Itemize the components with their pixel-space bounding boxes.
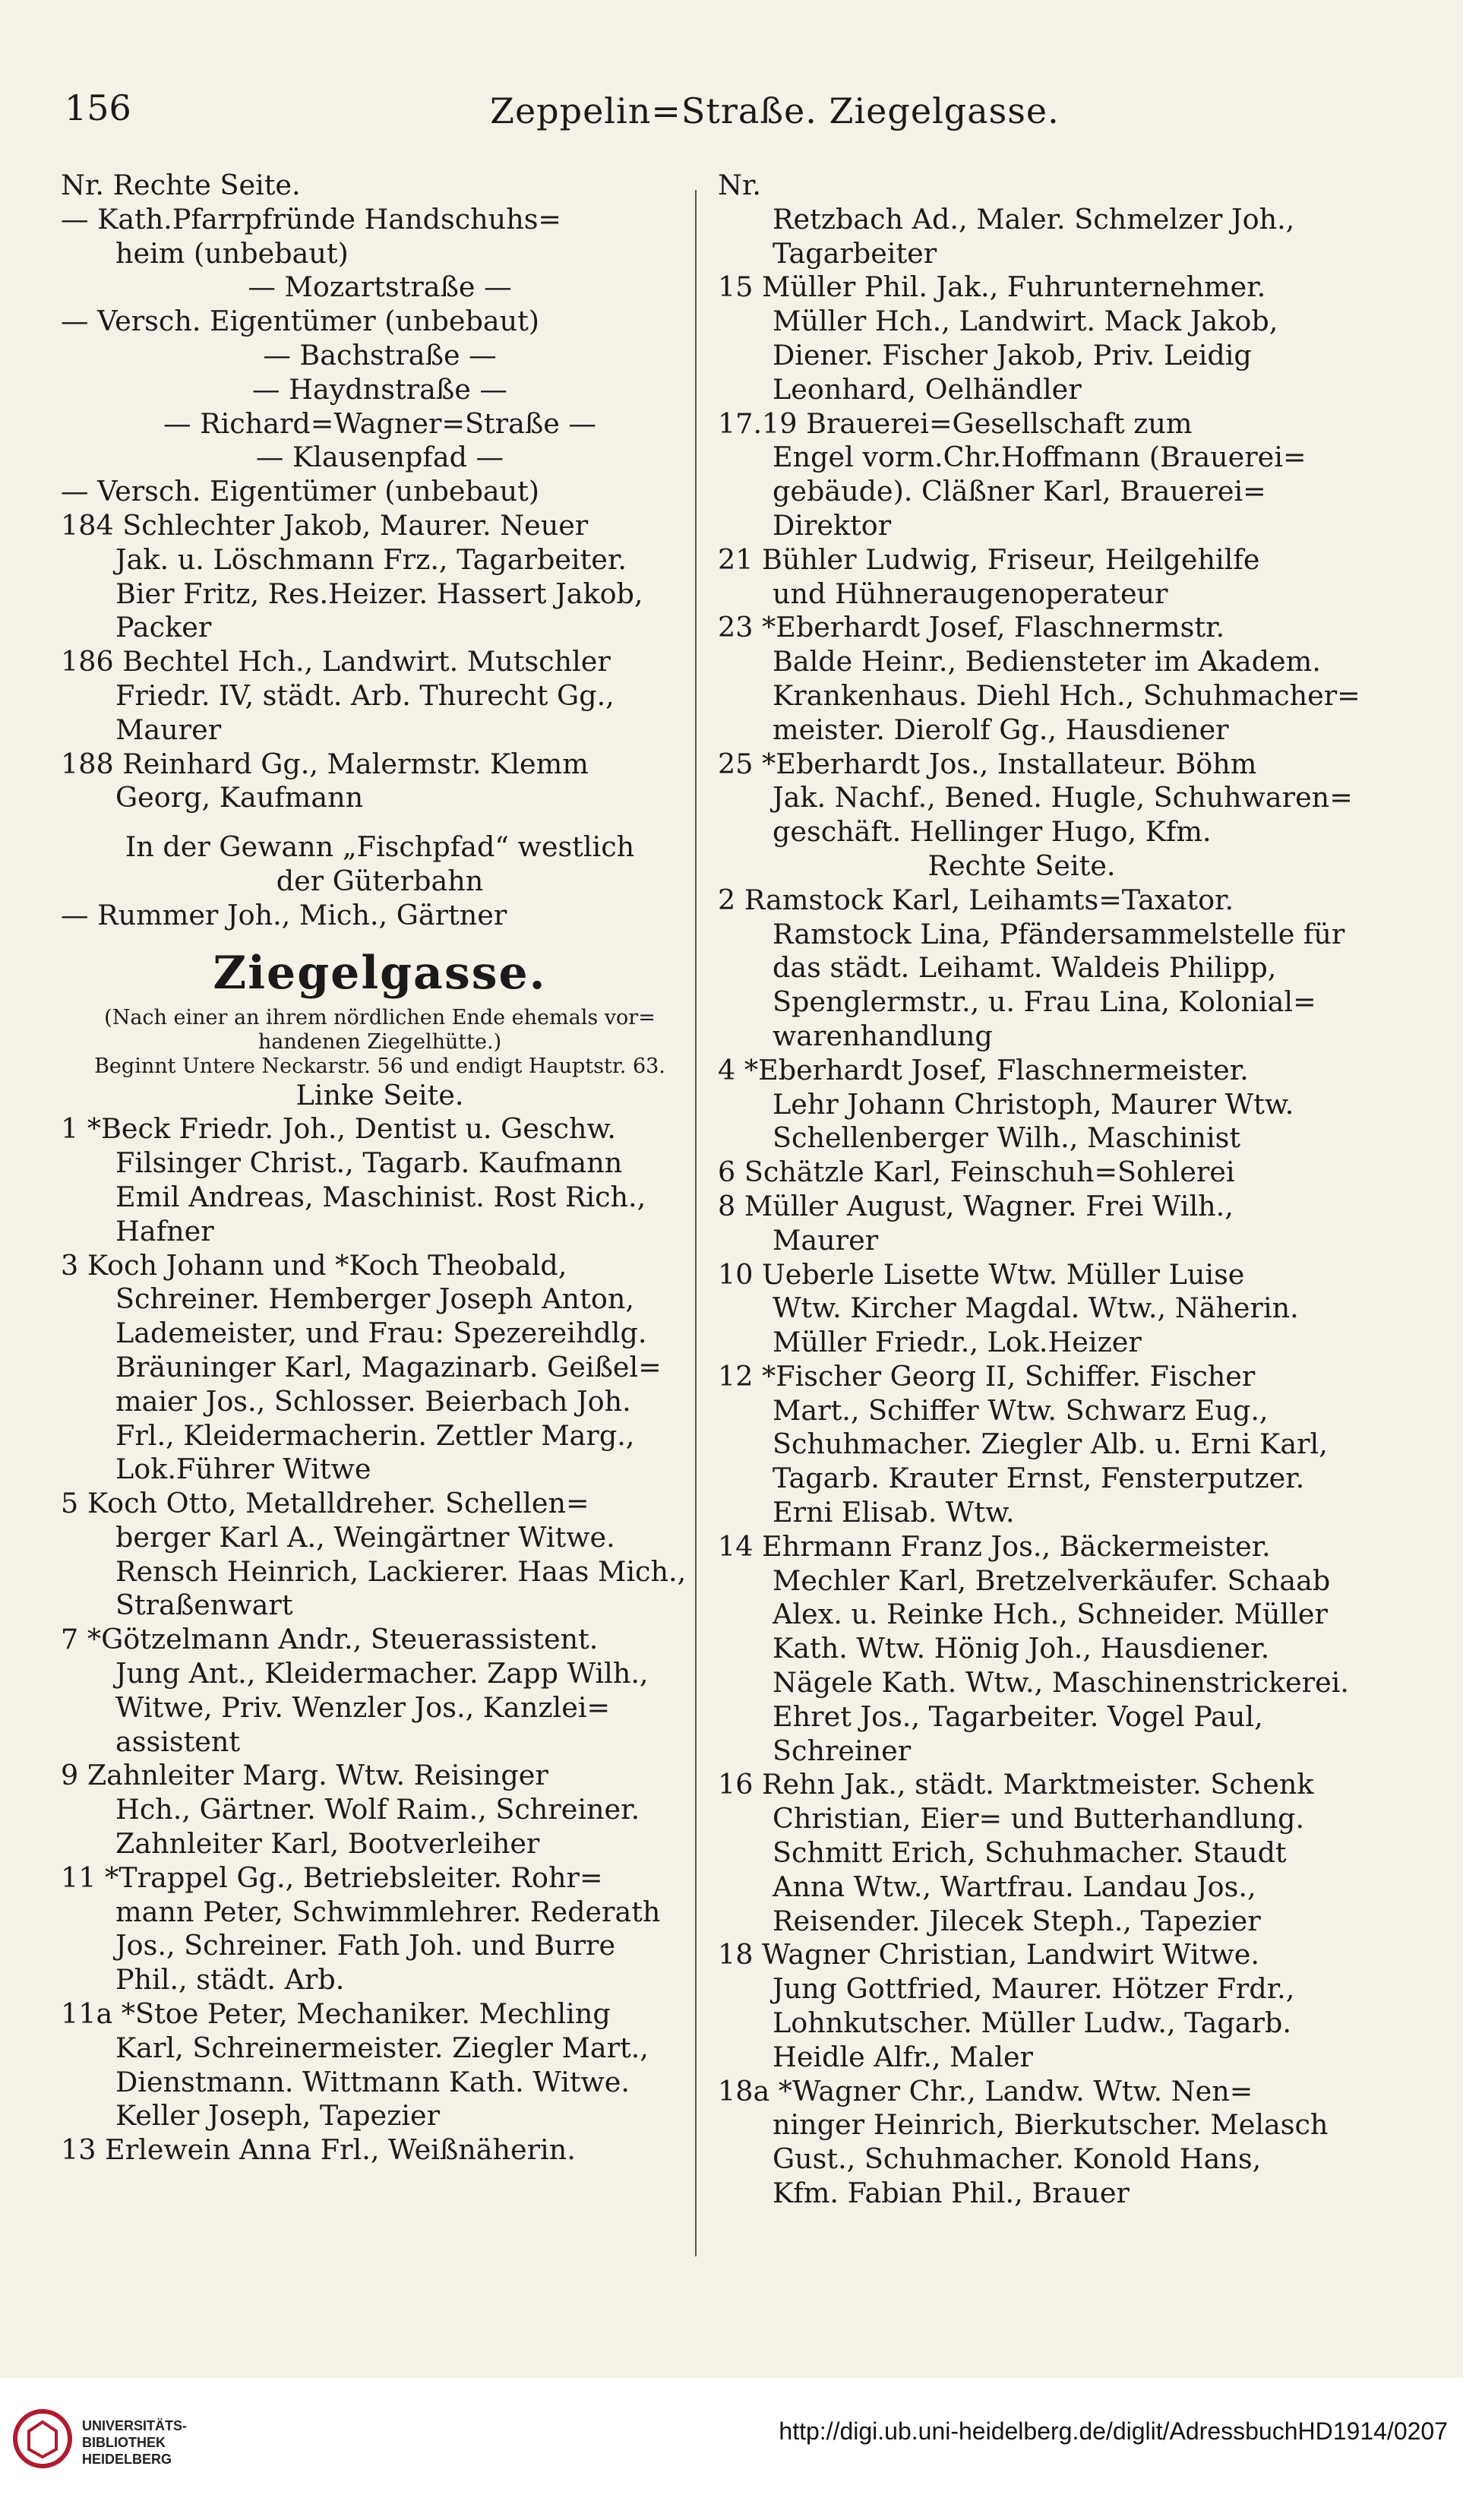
library-logo-text (82, 2417, 187, 2468)
left-column-line: — Richard=Wagner=Straße — (163, 406, 596, 440)
right-column (718, 169, 1360, 2211)
left-column-line: Keller Joseph, Tapezier (115, 2099, 441, 2133)
left-column-line: heim (unbebaut) (115, 236, 349, 270)
right-column-line: 14 Ehrmann Franz Jos., Bäckermeister. (718, 1529, 1271, 1563)
left-column-line: Witwe, Priv. Wenzler Jos., Kanzlei= (115, 1690, 611, 1724)
logo-line-1: UNIVERSITÄTS- (82, 2418, 188, 2433)
left-column-line: — Klausenpfad — (255, 441, 504, 474)
left-column-line: Frl., Kleidermacherin. Zettler Marg., (115, 1418, 635, 1452)
left-column-line: 186 Bechtel Hch., Landwirt. Mutschler (61, 645, 611, 678)
page-header (65, 87, 1417, 148)
left-column-line: 9 Zahnleiter Marg. Wtw. Reisinger (61, 1759, 548, 1792)
right-column-line: 10 Ueberle Lisette Wtw. Müller Luise (718, 1257, 1245, 1291)
left-column-line: Packer (115, 611, 212, 644)
right-column-line: Direktor (773, 508, 892, 542)
right-column-line: Tagarb. Krauter Ernst, Fensterputzer. (773, 1462, 1305, 1495)
right-column-line: das städt. Leihamt. Waldeis Philipp, (773, 951, 1277, 985)
left-column-line: — Kath.Pfarrpfründe Handschuhs= (61, 202, 562, 236)
right-column-line: Balde Heinr., Bediensteter im Akadem. (773, 645, 1321, 678)
left-column-line: Phil., städt. Arb. (115, 1963, 345, 1997)
right-column-line: 18a *Wagner Chr., Landw. Wtw. Nen= (718, 2074, 1253, 2107)
right-column-line: geschäft. Hellinger Hugo, Kfm. (773, 815, 1212, 849)
page-number: 156 (65, 87, 131, 128)
right-column-line: Alex. u. Reinke Hch., Schneider. Müller (773, 1598, 1328, 1631)
right-column-line: gebäude). Cläßner Karl, Brauerei= (773, 475, 1266, 508)
right-column-line: Diener. Fischer Jakob, Priv. Leidig (773, 338, 1252, 372)
left-column-line: Linke Seite. (295, 1078, 464, 1111)
left-column-line: maier Jos., Schlosser. Beierbach Joh. (115, 1384, 631, 1418)
right-column-line: Leonhard, Oelhändler (773, 372, 1082, 406)
right-column-line: Müller Friedr., Lok.Heizer (773, 1326, 1142, 1359)
right-column-line: warenhandlung (773, 1019, 993, 1052)
left-column-line: Lok.Führer Witwe (115, 1453, 371, 1486)
right-column-line: 16 Rehn Jak., städt. Marktmeister. Schenk (718, 1768, 1314, 1801)
left-column-line: 7 *Götzelmann Andr., Steuerassistent. (61, 1623, 599, 1656)
left-column-line: Lademeister, und Frau: Spezereihdlg. (115, 1317, 647, 1350)
right-column-line: Gust., Schuhmacher. Konold Hans, (773, 2142, 1262, 2176)
right-column-line: 21 Bühler Ludwig, Friseur, Heilgehilfe (718, 542, 1260, 576)
right-column-line: 18 Wagner Christian, Landwirt Witwe. (718, 1938, 1259, 1971)
left-column (61, 169, 699, 2167)
left-column-line: Bier Fritz, Res.Heizer. Hassert Jakob, (115, 577, 643, 610)
footer (0, 2378, 1463, 2520)
right-column-line: und Hühneraugenoperateur (773, 577, 1168, 610)
left-column-line: Hafner (115, 1214, 214, 1247)
right-column-line: meister. Dierolf Gg., Hausdiener (773, 713, 1229, 746)
left-column-line: Nr. Rechte Seite. (61, 169, 301, 201)
right-column-line: Mart., Schiffer Wtw. Schwarz Eug., (773, 1393, 1269, 1427)
right-column-line: 8 Müller August, Wagner. Frei Wilh., (718, 1189, 1234, 1222)
right-column-line: Reisender. Jilecek Steph., Tapezier (773, 1904, 1261, 1937)
right-column-line: Kath. Wtw. Hönig Joh., Hausdiener. (773, 1632, 1270, 1665)
left-column-line: Jak. u. Löschmann Frz., Tagarbeiter. (115, 542, 627, 576)
right-column-line: Kfm. Fabian Phil., Brauer (773, 2177, 1130, 2210)
left-column-line: In der Gewann „Fischpfad“ westlich (125, 830, 635, 864)
left-column-line: — Rummer Joh., Mich., Gärtner (61, 898, 507, 931)
left-column-line: Jos., Schreiner. Fath Joh. und Burre (115, 1929, 616, 1962)
left-column-line: der Güterbahn (276, 864, 484, 897)
left-column-line: 188 Reinhard Gg., Malermstr. Klemm (61, 747, 589, 780)
right-column-line: Schuhmacher. Ziegler Alb. u. Erni Karl, (773, 1428, 1328, 1461)
right-column-line: Ehret Jos., Tagarbeiter. Vogel Paul, (773, 1699, 1263, 1733)
logo-line-3: HEIDELBERG (82, 2452, 172, 2467)
right-column-line: Schellenberger Wilh., Maschinist (773, 1121, 1241, 1155)
right-column-line: Retzbach Ad., Maler. Schmelzer Joh., (773, 202, 1295, 236)
logo-line-2: BIBLIOTHEK (82, 2435, 166, 2450)
right-column-line: Schreiner (773, 1734, 912, 1767)
right-column-line: Spenglermstr., u. Frau Lina, Kolonial= (773, 985, 1316, 1019)
left-column-line: — Mozartstraße — (248, 270, 512, 304)
left-column-line: Zahnleiter Karl, Bootverleiher (115, 1827, 540, 1861)
left-column-line: Emil Andreas, Maschinist. Rost Rich., (115, 1180, 646, 1213)
left-column-line: (Nach einer an ihrem nördlichen Ende ehemals vor= (104, 1005, 656, 1029)
left-column-line: Filsinger Christ., Tagarb. Kaufmann (115, 1146, 623, 1180)
right-column-line: Krankenhaus. Diehl Hch., Schuhmacher= (773, 678, 1360, 712)
left-column-line: Ziegelgasse. (213, 946, 547, 1000)
right-column-line: Lehr Johann Christoph, Maurer Wtw. (773, 1087, 1294, 1121)
right-column-line: 17.19 Brauerei=Gesellschaft zum (718, 406, 1193, 440)
right-column-line: 4 *Eberhardt Josef, Flaschnermeister. (718, 1053, 1249, 1086)
left-column-line: 3 Koch Johann und *Koch Theobald, (61, 1248, 567, 1282)
right-column-line: Christian, Eier= und Butterhandlung. (773, 1802, 1305, 1835)
left-column-line: 11a *Stoe Peter, Mechaniker. Mechling (61, 1997, 611, 2031)
left-column-line: — Versch. Eigentümer (unbebaut) (61, 305, 540, 338)
left-column-line: 5 Koch Otto, Metalldreher. Schellen= (61, 1487, 589, 1520)
left-column-line: 1 *Beck Friedr. Joh., Dentist u. Geschw. (61, 1112, 617, 1146)
right-column-line: Lohnkutscher. Müller Ludw., Tagarb. (773, 2006, 1291, 2040)
right-column-line: Anna Wtw., Wartfrau. Landau Jos., (773, 1870, 1256, 1903)
right-column-line: Mechler Karl, Bretzelverkäufer. Schaab (773, 1564, 1331, 1597)
university-seal-icon (12, 2408, 73, 2469)
left-column-line: mann Peter, Schwimmlehrer. Rederath (115, 1895, 661, 1928)
right-column-line: Ramstock Lina, Pfändersammelstelle für (773, 917, 1345, 950)
right-column-line: Erni Elisab. Wtw. (773, 1496, 1015, 1529)
left-column-line: 13 Erlewein Anna Frl., Weißnäherin. (61, 2133, 576, 2167)
left-column-line: Rensch Heinrich, Lackierer. Haas Mich., (115, 1554, 687, 1588)
left-column-line: Karl, Schreinermeister. Ziegler Mart., (115, 2031, 649, 2064)
left-column-line: Straßenwart (115, 1589, 293, 1622)
right-column-line: Schmitt Erich, Schuhmacher. Staudt (773, 1836, 1287, 1870)
left-column-line: 11 *Trappel Gg., Betriebsleiter. Rohr= (61, 1861, 603, 1894)
left-column-line: — Haydnstraße — (252, 372, 507, 406)
left-column-line: Beginnt Untere Neckarstr. 56 und endigt Hauptstr. 63. (94, 1054, 665, 1078)
left-column-line: Friedr. IV, städt. Arb. Thurecht Gg., (115, 678, 615, 712)
left-column-line (61, 815, 699, 830)
right-column-line: Müller Hch., Landwirt. Mack Jakob, (773, 305, 1278, 338)
left-column-line: assistent (115, 1725, 241, 1758)
left-column-line: berger Karl A., Weingärtner Witwe. (115, 1520, 615, 1554)
source-url-link[interactable]: http://digi.ub.uni-heidelberg.de/diglit/AdressbuchHD1914/0207 (779, 2417, 1448, 2445)
left-column-line: Jung Ant., Kleidermacher. Zapp Wilh., (115, 1657, 649, 1690)
right-column-line: Jak. Nachf., Bened. Hugle, Schuhwaren= (773, 781, 1353, 814)
right-column-line: Heidle Alfr., Maler (773, 2040, 1033, 2073)
right-column-line: 2 Ramstock Karl, Leihamts=Taxator. (718, 883, 1234, 916)
right-column-line: Nr. (718, 169, 761, 201)
right-column-line: 12 *Fischer Georg II, Schiffer. Fischer (718, 1359, 1256, 1393)
right-column-line: Jung Gottfried, Maurer. Hötzer Frdr., (773, 1972, 1295, 2006)
right-column-line: 15 Müller Phil. Jak., Fuhrunternehmer. (718, 270, 1266, 304)
left-column-line: Bräuninger Karl, Magazinarb. Geißel= (115, 1350, 662, 1383)
left-column-line: 184 Schlechter Jakob, Maurer. Neuer (61, 508, 589, 542)
right-column-line: 25 *Eberhardt Jos., Installateur. Böhm (718, 747, 1257, 780)
left-column-line: Schreiner. Hemberger Joseph Anton, (115, 1282, 634, 1316)
left-column-line: handenen Ziegelhütte.) (258, 1029, 502, 1054)
right-column-line: Rechte Seite. (927, 849, 1116, 882)
right-column-line: 23 *Eberhardt Josef, Flaschnermstr. (718, 611, 1225, 644)
running-title: Zeppelin=Straße. Ziegelgasse. (490, 90, 1060, 131)
right-column-line: ninger Heinrich, Bierkutscher. Melasch (773, 2108, 1329, 2142)
left-column-line: Georg, Kaufmann (115, 781, 364, 814)
right-column-line: Engel vorm.Chr.Hoffmann (Brauerei= (773, 441, 1307, 474)
right-column-line: Nägele Kath. Wtw., Maschinenstrickerei. (773, 1666, 1349, 1699)
right-column-line: Tagarbeiter (773, 236, 937, 270)
column-divider (695, 190, 697, 2256)
left-column-line: — Bachstraße — (263, 338, 497, 372)
left-column-line: — Versch. Eigentümer (unbebaut) (61, 475, 540, 508)
right-column-line: Wtw. Kircher Magdal. Wtw., Näherin. (773, 1292, 1299, 1325)
left-column-line: Maurer (115, 713, 222, 746)
left-column-line: Hch., Gärtner. Wolf Raim., Schreiner. (115, 1793, 640, 1826)
right-column-line: Maurer (773, 1223, 879, 1257)
left-column-line: Dienstmann. Wittmann Kath. Witwe. (115, 2065, 630, 2098)
right-column-line: 6 Schätzle Karl, Feinschuh=Sohlerei (718, 1156, 1235, 1189)
